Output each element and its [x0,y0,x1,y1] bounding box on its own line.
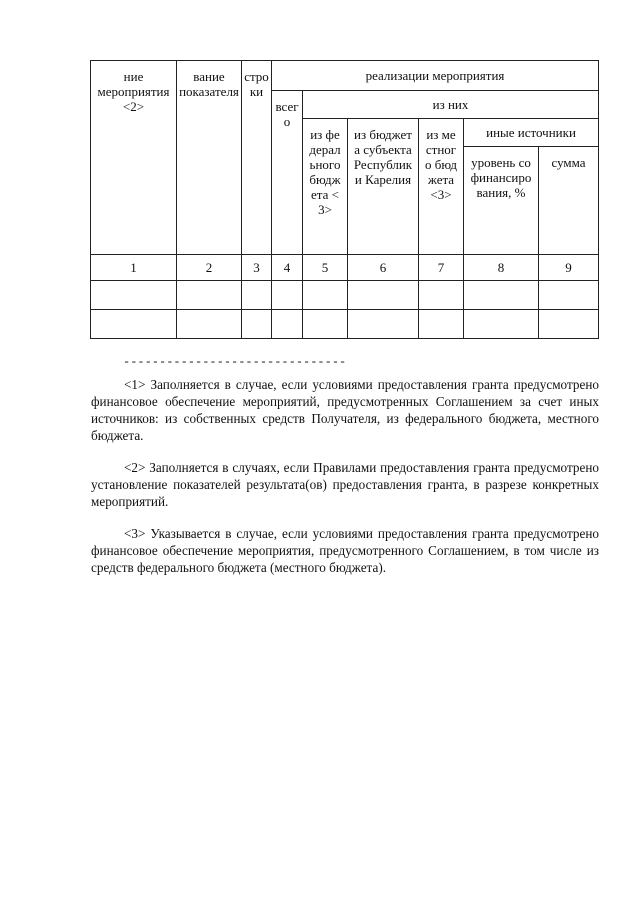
subject-budget-label: из бюджета субъекта Республики Карелия [353,127,413,187]
column-number: 7 [419,255,464,281]
table-cell [419,310,464,339]
footnote-separator: ------------------------------- [123,355,347,369]
column-number: 2 [177,255,242,281]
table-cell [177,310,242,339]
footnote-3: <3> Указывается в случае, если условиями предоставления гранта предусмотрено финансовое обеспечение мероприятия, предусмотренного Соглашением, в том числе из средств федерального бюджета (местного бюджета). [91,526,599,575]
header-cell-sum: сумма [539,147,599,255]
table-cell [348,281,419,310]
table-row [91,310,599,339]
header-cell-other-sources: иные источники [464,119,599,147]
table-cell [419,281,464,310]
header-cell-of-them: из них [303,91,599,119]
table-cell [242,281,272,310]
column-number: 1 [91,255,177,281]
table-row [91,281,599,310]
header-cell-row-code: строки [242,61,272,255]
table-cell [539,281,599,310]
table-cell [177,281,242,310]
column-number: 8 [464,255,539,281]
table-cell [303,310,348,339]
header-cell-local-budget [419,119,464,255]
table-cell [303,281,348,310]
table-cell [464,310,539,339]
funding-table [90,60,599,339]
table-cell [272,310,303,339]
cofinancing-level-label: уровень софинансирования, % [470,155,532,200]
local-budget-label: из местного бюджета <3> [424,127,458,202]
table-cell [91,281,177,310]
header-cell-implementation: реализации мероприятия [272,61,599,91]
header-cell-event-name: ние мероприятия <2> [91,61,177,255]
table-cell [242,310,272,339]
column-number: 4 [272,255,303,281]
header-row-1 [91,61,599,91]
footnotes [91,376,599,591]
table-cell [272,281,303,310]
header-cell-total: всего [272,91,303,255]
column-number: 6 [348,255,419,281]
table-cell [464,281,539,310]
header-cell-cofinancing-level [464,147,539,255]
column-number: 5 [303,255,348,281]
footnote-2: <2> Заполняется в случаях, если Правилами предоставления гранта предусмотрено установление показателей результата(ов) предоставления гранта, в разрезе конкретных мероприятий. [91,460,599,509]
table-cell [348,310,419,339]
column-number: 3 [242,255,272,281]
table-cell [91,310,177,339]
header-cell-indicator-name: вание показателя [177,61,242,255]
federal-budget-label: из федерального бюджета <3> [309,127,341,217]
header-cell-subject-budget [348,119,419,255]
column-number: 9 [539,255,599,281]
footnote-1: <1> Заполняется в случае, если условиями предоставления гранта предусмотрено финансовое обеспечение мероприятий, предусмотренных Соглашением за счет иных источников: из собственных средств Получателя, из федерального бюджета, местного бюджета. [91,377,599,443]
table-cell [539,310,599,339]
column-number-row [91,255,599,281]
header-cell-federal-budget [303,119,348,255]
